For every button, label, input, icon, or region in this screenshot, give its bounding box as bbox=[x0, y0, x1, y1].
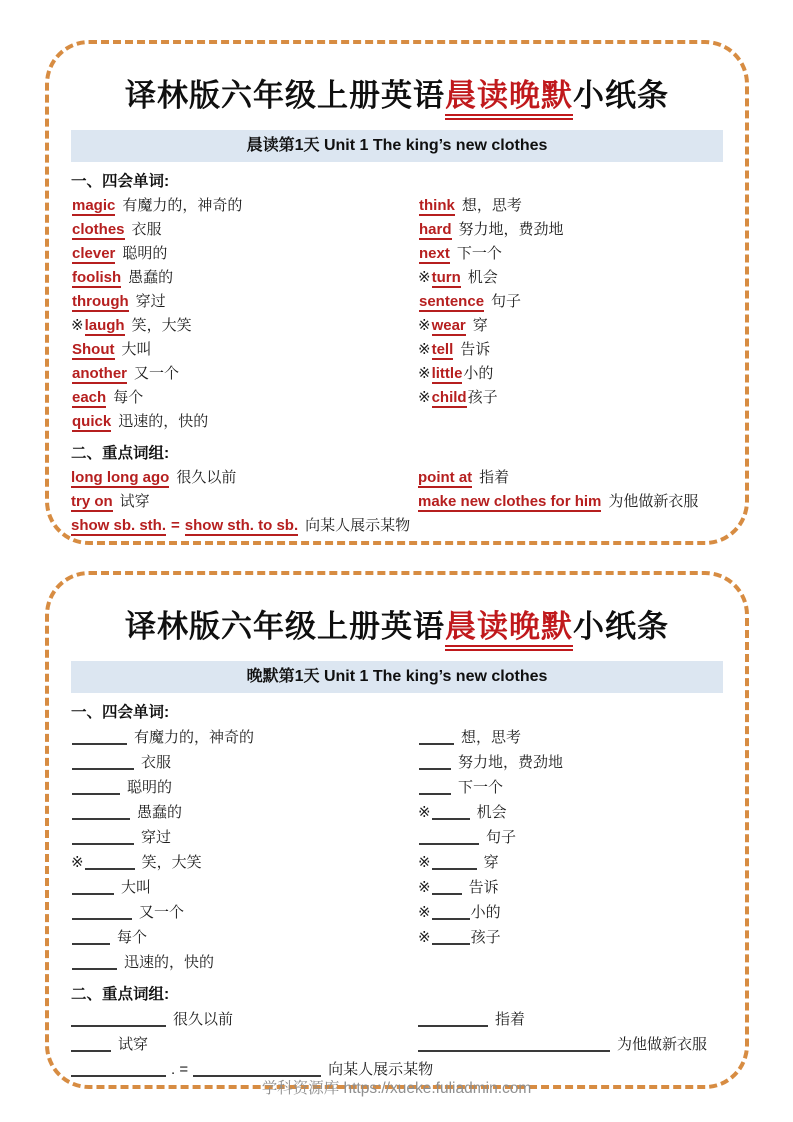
vocab-row bbox=[71, 925, 418, 950]
star-mark: ※ bbox=[418, 341, 431, 358]
phrase-columns bbox=[71, 1007, 723, 1057]
english-word: laugh bbox=[84, 317, 125, 334]
vocab-row bbox=[418, 925, 723, 950]
english-word: little bbox=[431, 365, 463, 382]
vocab-row bbox=[71, 750, 418, 775]
english-phrase: try on bbox=[71, 493, 113, 510]
chinese-meaning: 聪明的 bbox=[122, 245, 168, 262]
vocab-row bbox=[71, 725, 418, 750]
phrase-column-left bbox=[71, 1007, 418, 1057]
chinese-meaning: 向某人展示某物 bbox=[328, 1061, 434, 1078]
answer-blank bbox=[72, 955, 117, 970]
answer-blank bbox=[72, 830, 134, 845]
english-word: clothes bbox=[72, 221, 125, 238]
chinese-meaning: 迅速的，快的 bbox=[124, 954, 215, 971]
chinese-meaning: 很久以前 bbox=[173, 1011, 234, 1028]
answer-blank bbox=[432, 930, 470, 945]
vocab-row bbox=[418, 825, 723, 850]
answer-blank bbox=[72, 905, 132, 920]
english-phrase: point at bbox=[418, 469, 473, 486]
vocab-row bbox=[71, 218, 418, 242]
chinese-meaning: 机会 bbox=[467, 269, 498, 286]
chinese-meaning: 衣服 bbox=[131, 221, 162, 238]
answer-blank bbox=[72, 880, 114, 895]
chinese-meaning: 愚蠢的 bbox=[137, 804, 183, 821]
answer-blank bbox=[72, 755, 134, 770]
vocab-row bbox=[71, 314, 418, 338]
phrase-columns bbox=[71, 466, 723, 514]
vocab-row bbox=[418, 386, 723, 410]
chinese-meaning: 指着 bbox=[495, 1011, 526, 1028]
answer-blank bbox=[432, 905, 470, 920]
chinese-meaning: 每个 bbox=[113, 389, 144, 406]
answer-blank bbox=[419, 830, 479, 845]
chinese-meaning: 大叫 bbox=[121, 341, 152, 358]
chinese-meaning: 笑，大笑 bbox=[131, 317, 192, 334]
vocab-column-left bbox=[71, 194, 418, 434]
vocab-row bbox=[71, 825, 418, 850]
star-mark: ※ bbox=[418, 269, 431, 286]
vocab-row bbox=[418, 290, 723, 314]
answer-blank bbox=[72, 780, 120, 795]
chinese-meaning: 穿过 bbox=[141, 829, 172, 846]
phrase-row bbox=[418, 490, 723, 514]
answer-blank bbox=[419, 755, 451, 770]
answer-blank bbox=[432, 805, 470, 820]
answer-blank bbox=[72, 930, 110, 945]
chinese-meaning: 想，思考 bbox=[461, 729, 522, 746]
chinese-meaning: 聪明的 bbox=[127, 779, 173, 796]
section-phrases-header: 二、重点词组: bbox=[71, 986, 170, 1003]
answer-blank bbox=[72, 730, 127, 745]
title-part1: 译林版六年级上册英语 bbox=[125, 78, 445, 113]
vocab-row bbox=[71, 900, 418, 925]
morning-reading-card bbox=[45, 40, 749, 545]
phrase-row bbox=[71, 1007, 418, 1032]
vocab-row bbox=[71, 266, 418, 290]
vocab-columns bbox=[71, 725, 723, 975]
chinese-meaning: 孩子 bbox=[467, 389, 498, 406]
vocab-row bbox=[418, 775, 723, 800]
vocab-row bbox=[71, 875, 418, 900]
title-part2: 小纸条 bbox=[573, 609, 669, 644]
section-phrases-header: 二、重点词组: bbox=[71, 445, 170, 462]
english-word: magic bbox=[72, 197, 116, 214]
chinese-meaning: 下一个 bbox=[458, 779, 504, 796]
chinese-meaning: 又一个 bbox=[134, 365, 180, 382]
phrase-row bbox=[418, 1032, 723, 1057]
watermark-text: 学科资源库 https://xueke.fuliadmin.com bbox=[261, 1080, 532, 1097]
phrase-row bbox=[71, 466, 418, 490]
chinese-meaning: 为他做新衣服 bbox=[617, 1036, 708, 1053]
chinese-meaning: 句子 bbox=[486, 829, 517, 846]
vocab-row bbox=[71, 362, 418, 386]
english-phrase: show sth. to sb. bbox=[184, 517, 299, 534]
vocab-row bbox=[71, 242, 418, 266]
vocab-row bbox=[418, 338, 723, 362]
vocab-row bbox=[71, 950, 418, 975]
vocab-row bbox=[418, 218, 723, 242]
vocab-row bbox=[418, 750, 723, 775]
english-word: foolish bbox=[72, 269, 122, 286]
title-part2: 小纸条 bbox=[573, 78, 669, 113]
chinese-meaning: 试穿 bbox=[119, 493, 150, 510]
vocab-row bbox=[418, 850, 723, 875]
english-word: quick bbox=[72, 413, 112, 430]
english-phrase: show sb. sth. bbox=[71, 517, 167, 534]
star-mark: ※ bbox=[418, 879, 431, 896]
answer-blank bbox=[72, 805, 130, 820]
vocab-row bbox=[418, 314, 723, 338]
chinese-meaning: 机会 bbox=[476, 804, 507, 821]
chinese-meaning: 很久以前 bbox=[176, 469, 237, 486]
vocab-column-right bbox=[418, 194, 723, 434]
english-word: wear bbox=[431, 317, 466, 334]
chinese-meaning: 穿过 bbox=[135, 293, 166, 310]
vocab-columns bbox=[71, 194, 723, 434]
chinese-meaning: 小的 bbox=[470, 904, 501, 921]
chinese-meaning: 告诉 bbox=[468, 879, 499, 896]
star-mark: ※ bbox=[418, 317, 431, 334]
answer-blank bbox=[418, 1037, 610, 1052]
vocab-row bbox=[71, 800, 418, 825]
chinese-meaning: 又一个 bbox=[139, 904, 185, 921]
chinese-meaning: 愚蠢的 bbox=[128, 269, 174, 286]
evening-dictation-card bbox=[45, 571, 749, 1089]
section-words-header: 一、四会单词: bbox=[71, 173, 170, 190]
phrase-column-left bbox=[71, 466, 418, 514]
english-phrase: make new clothes for him bbox=[418, 493, 602, 510]
english-word: child bbox=[431, 389, 467, 406]
chinese-meaning: 向某人展示某物 bbox=[305, 517, 411, 534]
english-word: next bbox=[419, 245, 450, 262]
chinese-meaning: 衣服 bbox=[141, 754, 172, 771]
phrase-row bbox=[418, 1007, 723, 1032]
answer-blank bbox=[432, 855, 477, 870]
star-mark: ※ bbox=[418, 854, 431, 871]
vocab-row bbox=[71, 194, 418, 218]
page-title bbox=[71, 601, 723, 646]
vocab-row bbox=[71, 410, 418, 434]
english-word: another bbox=[72, 365, 128, 382]
english-word: sentence bbox=[419, 293, 485, 310]
equals-sign: . = bbox=[171, 1061, 189, 1078]
chinese-meaning: 小的 bbox=[463, 365, 494, 382]
phrase-row bbox=[71, 1032, 418, 1057]
vocab-row bbox=[418, 242, 723, 266]
phrase-row-full bbox=[71, 514, 723, 538]
answer-blank bbox=[71, 1012, 166, 1027]
title-part1: 译林版六年级上册英语 bbox=[125, 609, 445, 644]
chinese-meaning: 告诉 bbox=[460, 341, 491, 358]
chinese-meaning: 为他做新衣服 bbox=[608, 493, 699, 510]
vocab-column-left bbox=[71, 725, 418, 975]
equals-sign: = bbox=[171, 517, 180, 534]
chinese-meaning: 穿 bbox=[472, 317, 488, 334]
answer-blank bbox=[193, 1062, 321, 1077]
vocab-row bbox=[418, 875, 723, 900]
star-mark: ※ bbox=[418, 804, 431, 821]
chinese-meaning: 笑，大笑 bbox=[141, 854, 202, 871]
star-mark: ※ bbox=[418, 904, 431, 921]
star-mark: ※ bbox=[71, 854, 84, 871]
vocab-row bbox=[418, 800, 723, 825]
phrase-row bbox=[71, 490, 418, 514]
answer-blank bbox=[71, 1037, 111, 1052]
english-word: think bbox=[419, 197, 455, 214]
title-highlight: 晨读晚默 bbox=[445, 609, 573, 651]
answer-blank bbox=[71, 1062, 166, 1077]
answer-blank bbox=[432, 880, 462, 895]
title-highlight: 晨读晚默 bbox=[445, 78, 573, 120]
chinese-meaning: 孩子 bbox=[470, 929, 501, 946]
page-title bbox=[71, 70, 723, 115]
answer-blank bbox=[419, 730, 454, 745]
chinese-meaning: 穿 bbox=[483, 854, 499, 871]
chinese-meaning: 试穿 bbox=[118, 1036, 149, 1053]
chinese-meaning: 句子 bbox=[491, 293, 522, 310]
chinese-meaning: 每个 bbox=[117, 929, 148, 946]
unit-banner: 晚默第1天 Unit 1 The king’s new clothes bbox=[71, 661, 723, 693]
vocab-row bbox=[418, 725, 723, 750]
answer-blank bbox=[85, 855, 135, 870]
english-word: hard bbox=[419, 221, 452, 238]
star-mark: ※ bbox=[71, 317, 84, 334]
answer-blank bbox=[419, 780, 451, 795]
vocab-row bbox=[71, 338, 418, 362]
star-mark: ※ bbox=[418, 929, 431, 946]
vocab-column-right bbox=[418, 725, 723, 975]
english-word: each bbox=[72, 389, 107, 406]
chinese-meaning: 努力地，费劲地 bbox=[458, 754, 564, 771]
chinese-meaning: 迅速的，快的 bbox=[118, 413, 209, 430]
chinese-meaning: 努力地，费劲地 bbox=[458, 221, 564, 238]
section-words-header: 一、四会单词: bbox=[71, 704, 170, 721]
unit-banner: 晨读第1天 Unit 1 The king’s new clothes bbox=[71, 130, 723, 162]
english-word: through bbox=[72, 293, 129, 310]
phrase-column-right bbox=[418, 466, 723, 514]
chinese-meaning: 想，思考 bbox=[461, 197, 522, 214]
vocab-row bbox=[418, 362, 723, 386]
vocab-row bbox=[71, 775, 418, 800]
vocab-row bbox=[418, 266, 723, 290]
english-word: tell bbox=[431, 341, 454, 358]
vocab-row bbox=[71, 290, 418, 314]
star-mark: ※ bbox=[418, 389, 431, 406]
phrase-column-right bbox=[418, 1007, 723, 1057]
english-word: turn bbox=[431, 269, 461, 286]
english-word: Shout bbox=[72, 341, 115, 358]
chinese-meaning: 有魔力的，神奇的 bbox=[122, 197, 243, 214]
vocab-row bbox=[418, 194, 723, 218]
vocab-row bbox=[71, 850, 418, 875]
vocab-row bbox=[71, 386, 418, 410]
chinese-meaning: 大叫 bbox=[121, 879, 152, 896]
star-mark: ※ bbox=[418, 365, 431, 382]
phrase-row bbox=[418, 466, 723, 490]
chinese-meaning: 指着 bbox=[479, 469, 510, 486]
answer-blank bbox=[418, 1012, 488, 1027]
english-phrase: long long ago bbox=[71, 469, 170, 486]
english-word: clever bbox=[72, 245, 116, 262]
vocab-row bbox=[418, 900, 723, 925]
chinese-meaning: 下一个 bbox=[456, 245, 502, 262]
chinese-meaning: 有魔力的，神奇的 bbox=[134, 729, 255, 746]
